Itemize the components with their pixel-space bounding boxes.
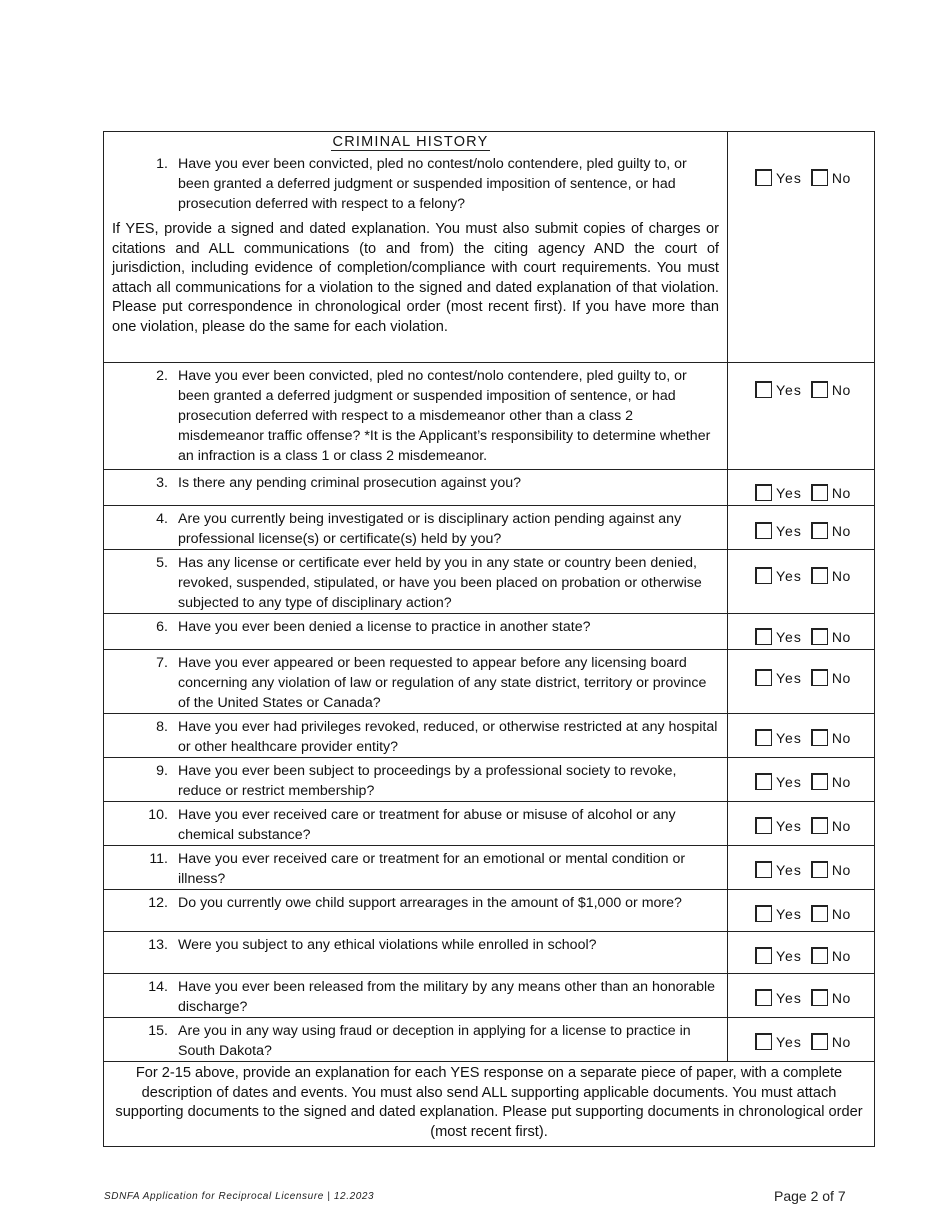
answer-cell — [728, 650, 875, 714]
no-label: No — [831, 1033, 851, 1050]
question-row — [104, 550, 875, 614]
question-item — [104, 470, 727, 493]
question-item — [104, 650, 727, 713]
question-number: 1. — [156, 156, 168, 172]
question-item — [104, 506, 727, 549]
question-text: Have you ever received care or treatment for an emotional or mental condition or illness? — [178, 851, 686, 887]
question-text: Have you ever been convicted, pled no contest/nolo contendere, pled guilty to, or been granted a deferred judgment or suspended imposition of sentence, or had prosecution deferred with respect to a misdemeanor other than a class 2 misdemeanor traffic offense? *It is the Applicant’s responsibility to determine whether an infraction is a class 1 or class 2 misdemeanor. — [178, 368, 711, 464]
no-label: No — [831, 989, 851, 1006]
question-item — [104, 932, 727, 955]
yes-label: Yes — [776, 628, 802, 645]
question-cell — [104, 846, 728, 890]
question-item — [104, 758, 727, 801]
no-checkbox[interactable] — [811, 729, 828, 746]
supporting-documents-note: For 2-15 above, provide an explanation for each YES response on a separate piece of paper, with a complete description of dates and events. You must also send ALL supporting applicable documents. You must attach supporting documents to the signed and dated explanation. Please put supporting documents in chronological order (most recent first). — [115, 1065, 863, 1140]
question-row — [104, 132, 875, 363]
question-text: Are you in any way using fraud or deception in applying for a license to practice in South Dakota? — [178, 1023, 691, 1059]
no-checkbox[interactable] — [811, 817, 828, 834]
question-row — [104, 363, 875, 470]
yes-no-choice — [755, 669, 851, 686]
question-row — [104, 614, 875, 650]
no-checkbox[interactable] — [811, 989, 828, 1006]
page-number: Page 2 of 7 — [774, 1188, 846, 1204]
question-item — [104, 714, 727, 757]
question-number: 11. — [149, 851, 168, 867]
answer-cell — [728, 132, 875, 363]
yes-label: Yes — [776, 567, 802, 584]
yes-label: Yes — [776, 1033, 802, 1050]
answer-cell — [728, 714, 875, 758]
question-cell — [104, 363, 728, 470]
question-item — [104, 614, 727, 637]
question-cell — [104, 614, 728, 650]
yes-no-choice — [755, 169, 851, 186]
question-row — [104, 758, 875, 802]
no-checkbox[interactable] — [811, 773, 828, 790]
answer-cell — [728, 758, 875, 802]
answer-cell — [728, 363, 875, 470]
no-checkbox[interactable] — [811, 628, 828, 645]
no-checkbox[interactable] — [811, 484, 828, 501]
no-label: No — [831, 567, 851, 584]
question-row — [104, 846, 875, 890]
yes-label: Yes — [776, 729, 802, 746]
question-number: 3. — [156, 475, 168, 491]
question-text: Are you currently being investigated or is disciplinary action pending against any professional license(s) or certificate(s) held by you? — [178, 511, 682, 547]
question-cell — [104, 758, 728, 802]
question-number: 4. — [156, 511, 168, 527]
yes-checkbox[interactable] — [755, 861, 772, 878]
no-label: No — [831, 522, 851, 539]
answer-cell — [728, 470, 875, 506]
question-cell — [104, 470, 728, 506]
question-row — [104, 890, 875, 932]
yes-checkbox[interactable] — [755, 381, 772, 398]
yes-checkbox[interactable] — [755, 522, 772, 539]
yes-no-choice — [755, 381, 851, 398]
question-text: Have you ever been released from the military by any means other than an honorable discharge? — [178, 979, 716, 1015]
question-text: Has any license or certificate ever held by you in any state or country been denied, revoked, suspended, stipulated, or have you been placed on probation or otherwise subjected to any type of disciplinary action? — [178, 555, 702, 611]
question-cell — [104, 974, 728, 1018]
no-checkbox[interactable] — [811, 947, 828, 964]
question-cell — [104, 714, 728, 758]
yes-no-choice — [755, 861, 851, 878]
yes-checkbox[interactable] — [755, 628, 772, 645]
no-label: No — [831, 169, 851, 186]
no-label: No — [831, 669, 851, 686]
question-number: 7. — [156, 655, 168, 671]
question-number: 5. — [156, 555, 168, 571]
answer-cell — [728, 614, 875, 650]
answer-cell — [728, 1018, 875, 1062]
no-checkbox[interactable] — [811, 861, 828, 878]
yes-no-choice — [755, 729, 851, 746]
question-item — [104, 154, 727, 214]
question-item — [104, 363, 727, 466]
yes-label: Yes — [776, 905, 802, 922]
yes-checkbox[interactable] — [755, 989, 772, 1006]
answer-cell — [728, 506, 875, 550]
yes-no-choice — [755, 1033, 851, 1050]
yes-no-choice — [755, 947, 851, 964]
answer-cell — [728, 974, 875, 1018]
yes-checkbox[interactable] — [755, 484, 772, 501]
explanation-instructions: If YES, provide a signed and dated explanation. You must also submit copies of charges or citations and ALL communications (to and from) the citing agency AND the court of jurisdiction, including evidence of completion/compliance with court requirements. You must attach all communications for a violation to the signed and dated explanation of that violation. Please put correspondence in chronological order (most recent first). If you have more than one violation, please do the same for each violation. — [112, 221, 719, 335]
question-number: 13. — [148, 937, 168, 953]
yes-no-choice — [755, 522, 851, 539]
no-label: No — [831, 947, 851, 964]
question-row — [104, 974, 875, 1018]
question-number: 12. — [148, 895, 168, 911]
yes-label: Yes — [776, 861, 802, 878]
question-row — [104, 802, 875, 846]
yes-checkbox[interactable] — [755, 817, 772, 834]
yes-checkbox[interactable] — [755, 729, 772, 746]
yes-checkbox[interactable] — [755, 669, 772, 686]
yes-no-choice — [755, 567, 851, 584]
yes-no-choice — [755, 905, 851, 922]
yes-label: Yes — [776, 381, 802, 398]
yes-no-choice — [755, 989, 851, 1006]
question-cell — [104, 506, 728, 550]
yes-label: Yes — [776, 669, 802, 686]
question-cell — [104, 650, 728, 714]
question-cell — [104, 932, 728, 974]
question-text: Have you ever been denied a license to practice in another state? — [178, 619, 591, 635]
question-text: Have you ever been subject to proceedings by a professional society to revoke, reduce or restrict membership? — [178, 763, 677, 799]
no-label: No — [831, 628, 851, 645]
document-footer-title: SDNFA Application for Reciprocal Licensure | 12.2023 — [104, 1191, 375, 1202]
no-checkbox[interactable] — [811, 381, 828, 398]
yes-checkbox[interactable] — [755, 773, 772, 790]
answer-cell — [728, 890, 875, 932]
yes-label: Yes — [776, 522, 802, 539]
no-label: No — [831, 905, 851, 922]
no-label: No — [831, 484, 851, 501]
question-row — [104, 932, 875, 974]
question-cell — [104, 550, 728, 614]
question-row — [104, 650, 875, 714]
no-checkbox[interactable] — [811, 905, 828, 922]
no-label: No — [831, 729, 851, 746]
answer-cell — [728, 550, 875, 614]
question-cell — [104, 802, 728, 846]
footer-note-row — [104, 1062, 875, 1147]
question-row — [104, 506, 875, 550]
no-checkbox[interactable] — [811, 522, 828, 539]
no-label: No — [831, 381, 851, 398]
question-text: Have you ever been convicted, pled no contest/nolo contendere, pled guilty to, or been granted a deferred judgment or suspended imposition of sentence, or had prosecution deferred with respect to a felony? — [178, 156, 687, 212]
no-label: No — [831, 773, 851, 790]
question-item — [104, 802, 727, 845]
yes-no-choice — [755, 817, 851, 834]
answer-cell — [728, 846, 875, 890]
question-number: 14. — [148, 979, 168, 995]
footer-note-cell — [104, 1062, 875, 1147]
no-checkbox[interactable] — [811, 1033, 828, 1050]
question-cell — [104, 1018, 728, 1062]
yes-label: Yes — [776, 484, 802, 501]
answer-cell — [728, 932, 875, 974]
answer-cell — [728, 802, 875, 846]
question-text: Were you subject to any ethical violations while enrolled in school? — [178, 937, 597, 953]
question-text: Have you ever had privileges revoked, reduced, or otherwise restricted at any hospital or other healthcare provider entity? — [178, 719, 718, 755]
question-item — [104, 846, 727, 889]
question-cell — [104, 890, 728, 932]
yes-label: Yes — [776, 989, 802, 1006]
section-title-text: CRIMINAL HISTORY — [332, 134, 489, 150]
question-text: Is there any pending criminal prosecution against you? — [178, 475, 522, 491]
yes-label: Yes — [776, 817, 802, 834]
question-number: 15. — [148, 1023, 168, 1039]
yes-label: Yes — [776, 773, 802, 790]
yes-checkbox[interactable] — [755, 1033, 772, 1050]
question-cell — [104, 132, 728, 363]
question-item — [104, 550, 727, 613]
yes-checkbox[interactable] — [755, 947, 772, 964]
question-number: 6. — [156, 619, 168, 635]
question-row — [104, 714, 875, 758]
question-text: Have you ever received care or treatment for abuse or misuse of alcohol or any chemical substance? — [178, 807, 676, 843]
yes-no-choice — [755, 628, 851, 645]
yes-label: Yes — [776, 169, 802, 186]
yes-checkbox[interactable] — [755, 169, 772, 186]
criminal-history-table — [103, 131, 875, 1147]
question-item — [104, 890, 727, 913]
yes-no-choice — [755, 773, 851, 790]
question-text: Do you currently owe child support arrearages in the amount of $1,000 or more? — [178, 895, 682, 911]
question-number: 9. — [156, 763, 168, 779]
section-title — [94, 134, 727, 150]
question-text: Have you ever appeared or been requested to appear before any licensing board concerning any violation of law or regulation of any state district, territory or province of the United States or Canada? — [178, 655, 707, 711]
no-checkbox[interactable] — [811, 669, 828, 686]
question-item — [104, 1018, 727, 1061]
question-number: 8. — [156, 719, 168, 735]
question-row — [104, 470, 875, 506]
yes-checkbox[interactable] — [755, 905, 772, 922]
yes-no-choice — [755, 484, 851, 501]
no-label: No — [831, 817, 851, 834]
yes-checkbox[interactable] — [755, 567, 772, 584]
no-checkbox[interactable] — [811, 169, 828, 186]
no-checkbox[interactable] — [811, 567, 828, 584]
question-row — [104, 1018, 875, 1062]
question-number: 2. — [156, 368, 168, 384]
no-label: No — [831, 861, 851, 878]
question-item — [104, 974, 727, 1017]
yes-label: Yes — [776, 947, 802, 964]
question-number: 10. — [148, 807, 168, 823]
